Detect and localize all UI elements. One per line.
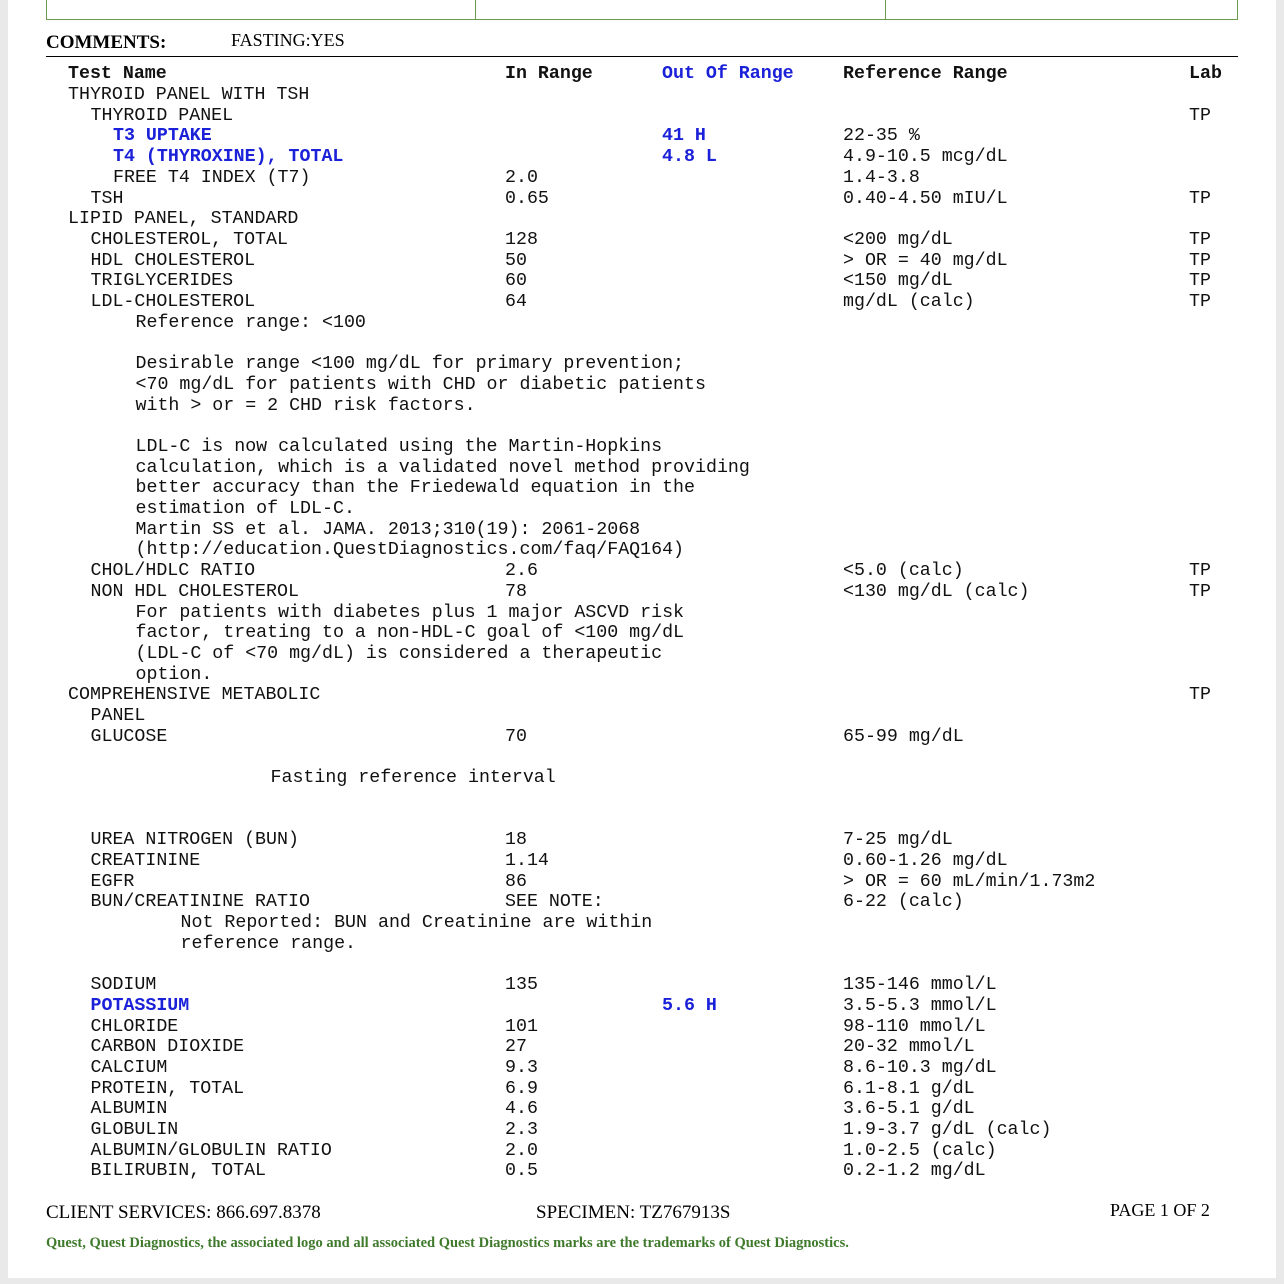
test-name: EGFR (90, 871, 135, 892)
test-name: FREE T4 INDEX (T7) (113, 167, 311, 188)
column-divider (475, 0, 476, 20)
test-name: HDL CHOLESTEROL (90, 250, 256, 271)
in-range-value: 1.14 (505, 850, 549, 871)
test-name: (http://education.QuestDiagnostics.com/faq/FAQ164) (135, 540, 685, 561)
test-name: THYROID PANEL (90, 105, 234, 126)
out-of-range-value: 5.6 H (662, 995, 717, 1016)
lab-code: TP (1189, 271, 1211, 292)
test-name: BUN/CREATININE RATIO (90, 892, 310, 913)
reference-range: mg/dL (calc) (843, 292, 975, 312)
test-name: with > or = 2 CHD risk factors. (135, 395, 476, 416)
test-name: GLUCOSE (90, 726, 168, 747)
reference-range: 20-32 mmol/L (843, 1037, 975, 1058)
test-name: TSH (90, 188, 124, 209)
lab-code: TP (1189, 105, 1211, 126)
test-name: TRIGLYCERIDES (90, 271, 234, 292)
reference-range: <5.0 (calc) (843, 561, 964, 582)
test-name: CHOLESTEROL, TOTAL (90, 229, 288, 250)
reference-range: 3.5-5.3 mmol/L (843, 995, 997, 1016)
in-range-value: 50 (505, 250, 527, 271)
test-name: COMPREHENSIVE METABOLIC (68, 685, 321, 706)
reference-range: 6.1-8.1 g/dL (843, 1078, 975, 1099)
column-header-reference-range: Reference Range (843, 64, 1008, 84)
lab-code: TP (1189, 250, 1211, 271)
test-name: estimation of LDL-C. (135, 499, 355, 519)
test-name: LDL-C is now calculated using the Martin-Hopkins (135, 436, 663, 457)
reference-range: 0.40-4.50 mIU/L (843, 188, 1008, 209)
test-name: UREA NITROGEN (BUN) (90, 830, 299, 851)
in-range-value: 0.5 (505, 1161, 538, 1182)
in-range-value: 27 (505, 1037, 527, 1058)
test-name: reference range. (180, 933, 357, 954)
lab-report-page (8, 0, 1276, 1278)
trademark-notice: Quest, Quest Diagnostics, the associated logo and all associated Quest Diagnostics marks are the trademarks of Quest Diagnostics. (46, 1235, 849, 1251)
in-range-value: 9.3 (505, 1057, 538, 1078)
reference-range: <130 mg/dL (calc) (843, 581, 1030, 602)
in-range-value: 101 (505, 1016, 538, 1037)
in-range-value: 2.3 (505, 1120, 538, 1140)
out-of-range-value: 4.8 L (662, 147, 717, 168)
test-name: NON HDL CHOLESTEROL (90, 581, 299, 602)
reference-range: 3.6-5.1 g/dL (843, 1099, 975, 1120)
test-name: Desirable range <100 mg/dL for primary prevention; (135, 354, 685, 375)
reference-range: 6-22 (calc) (843, 892, 964, 913)
test-name: PANEL (90, 706, 146, 726)
column-header-lab: Lab (1189, 64, 1222, 84)
test-name: ALBUMIN (90, 1099, 168, 1120)
test-name: <70 mg/dL for patients with CHD or diabetic patients (135, 374, 706, 395)
comments-value: FASTING:YES (231, 30, 345, 50)
reference-range: <150 mg/dL (843, 271, 953, 292)
test-name: CALCIUM (90, 1057, 168, 1078)
reference-range: > OR = 40 mg/dL (843, 250, 1008, 271)
column-header-out-of-range: Out Of Range (662, 64, 794, 84)
column-header-test-name: Test Name (68, 64, 167, 84)
test-name: Reference range: <100 (135, 312, 366, 333)
in-range-value: 60 (505, 271, 527, 292)
in-range-value: 135 (505, 975, 538, 996)
client-services: CLIENT SERVICES: 866.697.8378 (46, 1202, 321, 1223)
in-range-value: 70 (505, 726, 527, 747)
reference-range: > OR = 60 mL/min/1.73m2 (843, 871, 1096, 892)
section-rule (46, 56, 1238, 57)
reference-range: 0.60-1.26 mg/dL (843, 850, 1008, 871)
lab-code: TP (1189, 188, 1211, 209)
test-name: Not Reported: BUN and Creatinine are within (180, 913, 653, 933)
in-range-value: 0.65 (505, 188, 549, 209)
reference-range: 1.9-3.7 g/dL (calc) (843, 1120, 1052, 1140)
lab-code: TP (1189, 581, 1211, 602)
test-name: factor, treating to a non-HDL-C goal of <100 mg/dL (135, 623, 685, 644)
test-name: THYROID PANEL WITH TSH (68, 85, 310, 105)
column-header-in-range: In Range (505, 64, 593, 84)
reference-range: 65-99 mg/dL (843, 726, 964, 747)
test-name: BILIRUBIN, TOTAL (90, 1161, 267, 1182)
reference-range: 7-25 mg/dL (843, 830, 953, 851)
in-range-value: 2.0 (505, 1140, 538, 1161)
test-name: ALBUMIN/GLOBULIN RATIO (90, 1140, 332, 1161)
test-name: For patients with diabetes plus 1 major ASCVD risk (135, 602, 685, 623)
out-of-range-value: 41 H (662, 126, 706, 147)
test-name: PROTEIN, TOTAL (90, 1078, 245, 1099)
reference-range: 135-146 mmol/L (843, 975, 997, 996)
reference-range: 1.0-2.5 (calc) (843, 1140, 997, 1161)
test-name: CREATININE (90, 850, 201, 871)
in-range-value: SEE NOTE: (505, 892, 604, 913)
in-range-value: 2.0 (505, 167, 538, 188)
reference-range: 4.9-10.5 mcg/dL (843, 147, 1008, 168)
in-range-value: 78 (505, 581, 527, 602)
test-name: option. (135, 664, 213, 685)
test-name: CHOL/HDLC RATIO (90, 561, 256, 582)
test-name: calculation, which is a validated novel method providing (135, 457, 750, 478)
test-name: GLOBULIN (90, 1120, 179, 1140)
lab-code: TP (1189, 685, 1211, 706)
in-range-value: 4.6 (505, 1099, 538, 1120)
test-name: (LDL-C of <70 mg/dL) is considered a therapeutic (135, 643, 663, 664)
page-number: PAGE 1 OF 2 (1110, 1200, 1210, 1220)
in-range-value: 2.6 (505, 561, 538, 582)
lab-code: TP (1189, 229, 1211, 250)
reference-range: 98-110 mmol/L (843, 1016, 986, 1037)
test-name: LIPID PANEL, STANDARD (68, 209, 299, 230)
test-name: Fasting reference interval (270, 768, 556, 789)
reference-range: 22-35 % (843, 126, 920, 147)
in-range-value: 6.9 (505, 1078, 538, 1099)
column-divider (885, 0, 886, 20)
test-name: SODIUM (90, 975, 157, 996)
test-name: LDL-CHOLESTEROL (90, 292, 256, 312)
in-range-value: 86 (505, 871, 527, 892)
reference-range: 0.2-1.2 mg/dL (843, 1161, 986, 1182)
test-name: better accuracy than the Friedewald equation in the (135, 478, 695, 499)
test-name: CARBON DIOXIDE (90, 1037, 245, 1058)
reference-range: <200 mg/dL (843, 229, 953, 250)
lab-code: TP (1189, 561, 1211, 582)
in-range-value: 64 (505, 292, 527, 312)
header-table-bottom (46, 0, 1238, 20)
reference-range: 8.6-10.3 mg/dL (843, 1057, 997, 1078)
lab-code: TP (1189, 292, 1211, 312)
in-range-value: 18 (505, 830, 527, 851)
in-range-value: 128 (505, 229, 538, 250)
specimen-id: SPECIMEN: TZ767913S (536, 1202, 731, 1223)
comments-label: COMMENTS: (46, 32, 167, 53)
reference-range: 1.4-3.8 (843, 167, 920, 188)
test-name: CHLORIDE (90, 1016, 179, 1037)
test-name: T4 (THYROXINE), TOTAL (113, 147, 344, 168)
test-name: POTASSIUM (90, 995, 190, 1016)
test-name: T3 UPTAKE (113, 126, 212, 147)
test-name: Martin SS et al. JAMA. 2013;310(19): 2061-2068 (135, 519, 641, 540)
